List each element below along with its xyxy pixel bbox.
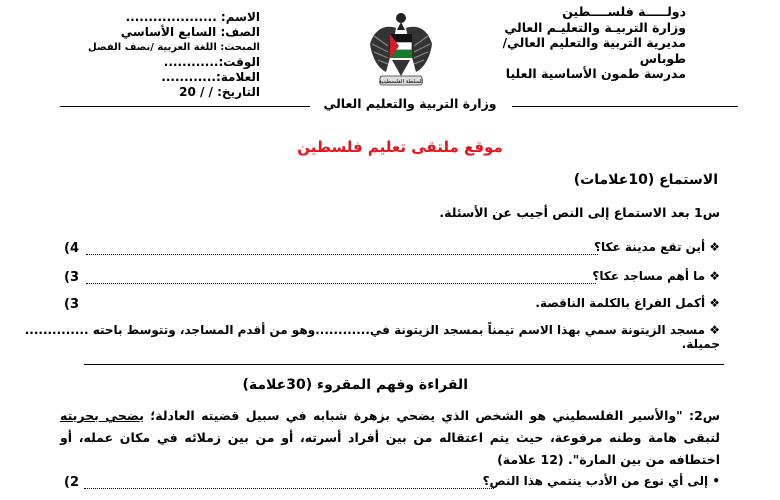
answer-line-1 — [86, 254, 598, 255]
subject-field: المبحث: اللغة العربية /نصف الفصل — [88, 42, 260, 53]
header-line-school: مدرسة طمون الأساسية العليا — [505, 66, 686, 81]
listening-item-1-text: أين تقع مدينة عكا؟ — [594, 240, 706, 254]
listening-item-2-mark: (3 — [64, 270, 79, 285]
header-divider-right — [512, 106, 738, 107]
date-field: التاريخ: / / 20 — [179, 85, 260, 99]
score-field: العلامة:............ — [161, 70, 260, 84]
palestinian-authority-emblem — [366, 10, 436, 94]
header-line-ministry: وزارة التربيـة والتعليـم العالي — [504, 19, 686, 35]
listening-item-3-mark: (3 — [64, 297, 79, 312]
reading-item-1: • إلى أي نوع من الأدب ينتمي هذا النص؟ — [482, 474, 720, 488]
reading-item-1-text: إلى أي نوع من الأدب ينتمي هذا النص؟ — [482, 474, 709, 488]
q2-text-prefix: س2: "والأسير الفلسطيني هو الشخص الذي يضحي بزهرة شبابه في سبيل قضيته العادلة؛ — [143, 408, 721, 423]
time-field: الوقت:............ — [163, 55, 260, 69]
site-title: موقع ملتقى تعليم فلسطين — [297, 138, 503, 156]
reading-question-2 — [60, 405, 720, 471]
student-name-field: الاسم: .................... — [125, 10, 260, 24]
header-line-state: دولـــــة فلســــطين — [562, 4, 686, 19]
ministry-caption: وزارة التربية والتعليم العالي — [323, 96, 497, 111]
listening-section-title: الاستماع (10علامات) — [573, 172, 718, 188]
listening-item-3: ❖ أكمل الفراغ بالكلمة الناقصة. — [535, 296, 720, 310]
reading-item-1-mark: (2 — [64, 475, 79, 490]
listening-item-2-text: ما أهم مساجد عكا؟ — [592, 269, 706, 283]
header-student-info — [60, 10, 260, 100]
emblem-caption: السلطة الفلسطينية — [378, 79, 424, 85]
answer-line-3 — [84, 488, 494, 489]
header-line-directorate: مديرية التربية والتعليم العالي/ طوباس — [502, 35, 686, 66]
q2-text-suffix: لتبقى هامة وطنه مرفوعة، حيث يتم اعتقاله من بين أفراد أسرته، أو من بين زملائه في مكان عمله، أو اختطافه من بين المارة". (12 علامة) — [60, 430, 720, 467]
section-divider — [84, 364, 724, 365]
header-institution — [456, 4, 686, 82]
answer-line-2 — [86, 283, 596, 284]
listening-item-1-mark: (4 — [64, 241, 79, 256]
listening-item-3-text: أكمل الفراغ بالكلمة الناقصة. — [535, 296, 706, 310]
listening-item-1: ❖ أين تقع مدينة عكا؟ — [594, 240, 720, 254]
listening-item-2: ❖ ما أهم مساجد عكا؟ — [592, 269, 720, 283]
listening-fill-sentence: ❖ مسجد الزيتونة سمي بهذا الاسم تيمناً بمسجد الزيتونة في............وهو من أقدم المساجد، وتتوسط باحته .............. جميلة. — [24, 323, 720, 351]
header-divider-left — [60, 106, 310, 107]
student-class-field: الصف: السابع الأساسي — [120, 25, 260, 39]
listening-fill-sentence-text: مسجد الزيتونة سمي بهذا الاسم تيمناً بمسجد الزيتونة في............وهو من أقدم المساجد، وتتوسط باحته .............. جميلة. — [24, 323, 720, 351]
reading-section-title: القراءة وفهم المقروء (30علامة) — [242, 377, 468, 393]
q2-underlined-phrase: يضحي بحريته — [60, 408, 144, 423]
listening-question-1: س1 بعد الاستماع إلى النص أجيب عن الأسئلة. — [439, 205, 720, 220]
